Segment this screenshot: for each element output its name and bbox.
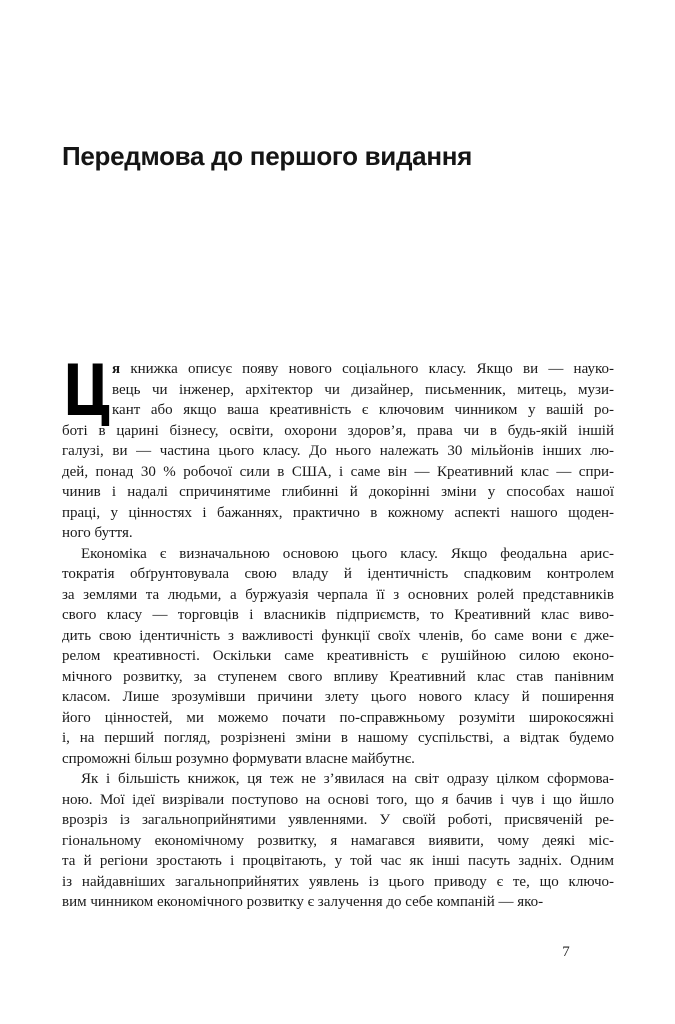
text-line: релом креативності. Оскільки саме креативність є рушійною силою еконо- xyxy=(62,648,614,664)
page-number: 7 xyxy=(562,944,570,960)
text-line: і, на перший погляд, розрізнені зміни в нашому суспільстві, а відтак будемо xyxy=(62,730,614,746)
text-line: спроможні більш розумно формувати власне майбутнє. xyxy=(62,750,415,767)
text-line: та й регіони зростають і процвітають, у той час як інші пасуть задніх. Одним xyxy=(62,853,614,869)
text-line-content: книжка описує появу нового соціального класу. Якщо ви — науко- xyxy=(130,361,614,377)
text-line: із найдавніших загальноприйнятих уявлень із цього приводу є те, що ключо- xyxy=(62,873,614,890)
paragraph-1 xyxy=(62,350,614,544)
text-line: вим чинником економічного розвитку є залучення до себе компаній — яко- xyxy=(62,894,544,910)
text-line: боті в царині бізнесу, освіти, охорони здоров’я, права чи в будь-якій іншій xyxy=(62,422,614,439)
drop-cap-letter: Ц xyxy=(63,350,113,432)
text-line: ною. Мої ідеї визрівали поступово на основі того, що я бачив і чув і що йшло xyxy=(62,791,614,808)
text-line: чинив і надалі спричинятиме глибинні й докорінні зміни у способах нашої xyxy=(62,484,614,500)
text-line: вець чи інженер, архітектор чи дизайнер, письменник, митець, музи- xyxy=(112,381,614,398)
text-line: Як і більшість книжок, ця теж не з’явилася на світ одразу цілком сформова- xyxy=(81,771,614,787)
text-line: праці, у цінностях і бажаннях, практично в кожному аспекті нашого щоден- xyxy=(62,504,614,521)
text-line xyxy=(62,359,614,380)
text-line: Економіка є визначальною основою цього класу. Якщо феодальна арис- xyxy=(81,545,614,562)
paragraph-3 xyxy=(62,769,614,913)
text-line: ного буття. xyxy=(62,525,133,541)
text-line: за землями та людьми, а буржуазія черпала її з основних ролей представників xyxy=(62,586,614,603)
text-line: дить свою ідентичність з важливості функції своїх членів, бо саме вони є дже- xyxy=(62,627,614,644)
text-line: гіональному економічному розвитку, я намагався виявити, чому деякі міс- xyxy=(62,832,614,849)
body-text xyxy=(62,350,614,913)
paragraph-2 xyxy=(62,544,614,770)
drop-cap xyxy=(62,350,113,432)
text-line: тократія обґрунтовувала свою владу й ідентичність спадковим контролем xyxy=(62,566,614,582)
text-line: мічного розвитку, за ступенем свого впливу Креативний клас став панівним xyxy=(62,668,614,685)
text-line: врозріз із загальноприйнятими уявленнями. У своїй роботі, присвяченій ре- xyxy=(62,812,614,828)
text-line: галузі, ви — частина цього класу. До нього належать 30 мільйонів інших лю- xyxy=(62,443,614,459)
text-line: класом. Лише зрозумівши причини злету цього нового класу й поширення xyxy=(62,689,614,705)
text-line: його цінностей, ми можемо почати по-справжньому розуміти широкосяжні xyxy=(62,709,614,726)
text-line: кант або якщо ваша креативність є ключовим чинником у вашій ро- xyxy=(112,402,614,418)
chapter-heading: Передмова до першого видання xyxy=(62,141,472,171)
text-line: свого класу — торговців і власників підприємств, то Креативний клас виво- xyxy=(62,607,614,623)
text-line: дей, понад 30 % робочої сили в США, і саме він — Креативний клас — спри- xyxy=(62,463,614,480)
lead-word: я xyxy=(112,361,121,377)
